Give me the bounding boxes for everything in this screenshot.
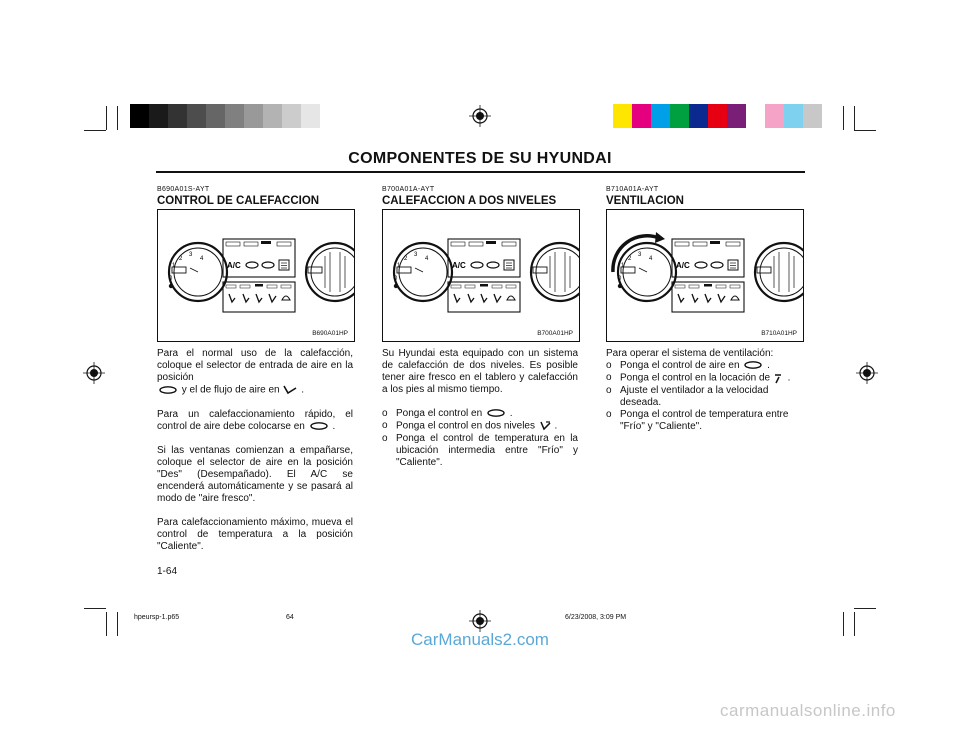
registration-mark-icon [856, 362, 878, 384]
dial-label: 3 [189, 252, 193, 258]
color-swatch [130, 104, 149, 128]
color-swatch [632, 104, 651, 128]
color-swatch [708, 104, 727, 128]
footer-file: hpeursp-1.p65 [134, 614, 180, 621]
color-swatch [168, 104, 187, 128]
paragraph: Si las ventanas comienzan a empañarse, coloque el selector de aire en la posición "Des" (Desempañado). El A/C se encenderá automáticamente y se pasará al modo de "aire fresco". [157, 444, 353, 504]
grayscale-color-bar [130, 104, 339, 128]
dial-label: 2 [628, 256, 632, 262]
figure-code: B690A01HP [312, 330, 348, 337]
color-swatch [206, 104, 225, 128]
recirculation-icon [157, 385, 179, 395]
list-item: o Ponga el control en . [382, 408, 513, 419]
recirculation-icon [742, 360, 764, 370]
color-swatch [282, 104, 301, 128]
bilevel-control-figure [382, 209, 580, 342]
registration-mark-icon [469, 610, 491, 632]
ac-label: A/C [452, 261, 466, 270]
dial-label: 4 [200, 256, 204, 262]
list-item: o Ponga el control de temperatura en la ubicación intermedia entre "Frío" y "Caliente". [382, 432, 578, 468]
dial-label: 2 [179, 256, 183, 262]
dial-label: 0 [394, 276, 398, 282]
dial-label: 3 [414, 252, 418, 258]
color-swatch [149, 104, 168, 128]
ac-label: A/C [676, 261, 690, 270]
vent-mode-icon [773, 372, 785, 384]
section-title-calefaccion: CONTROL DE CALEFACCION [157, 195, 320, 207]
section-title-ventilacion: VENTILACION [606, 195, 684, 207]
color-swatch [651, 104, 670, 128]
process-color-bar [613, 104, 822, 128]
section-body [606, 348, 802, 433]
paragraph: Para un calefaccionamiento rápido, el control de aire debe colocarse en . [157, 408, 353, 432]
dial-label: 1 [397, 263, 401, 269]
color-swatch [689, 104, 708, 128]
color-swatch [263, 104, 282, 128]
dial-label: 2 [404, 256, 408, 262]
list-item: o Ponga el control en la locación de . [606, 372, 791, 384]
heater-control-figure [157, 209, 355, 342]
section-title-dos-niveles: CALEFACCION A DOS NIVELES [382, 195, 557, 207]
dial-label: 0 [169, 276, 173, 282]
ventilation-control-figure [606, 209, 804, 342]
registration-mark-icon [469, 105, 491, 127]
title-rule [156, 171, 805, 173]
paragraph: Para operar el sistema de ventilación: [606, 348, 774, 359]
color-swatch [784, 104, 803, 128]
list-item: o Ponga el control de aire en . [606, 360, 770, 371]
section-code: B690A01S-AYT [157, 186, 210, 193]
footer-date: 6/23/2008, 3:09 PM [565, 614, 627, 621]
dial-label: 1 [621, 263, 625, 269]
section-body [382, 348, 578, 469]
color-swatch [670, 104, 689, 128]
section-body [157, 348, 353, 565]
color-swatch [613, 104, 632, 128]
recirculation-icon [308, 421, 330, 431]
page-number: 1-64 [157, 566, 178, 577]
paragraph: Para calefaccionamiento máximo, mueva el control de temperatura a la posición "Caliente". [157, 516, 353, 552]
section-code: B710A01A-AYT [606, 186, 659, 193]
floor-mode-icon [282, 384, 298, 396]
dial-label: 4 [425, 256, 429, 262]
list-item: o Ajuste el ventilador a la velocidad deseada. [606, 384, 769, 408]
dial-label: 4 [649, 256, 653, 262]
registration-mark-icon [83, 362, 105, 384]
section-code: B700A01A-AYT [382, 186, 435, 193]
figure-code: B710A01HP [761, 330, 797, 337]
bilevel-mode-icon [538, 420, 552, 432]
list-item: o Ponga el control en dos niveles . [382, 420, 558, 432]
recirculation-icon [485, 408, 507, 418]
color-swatch [320, 104, 339, 128]
dial-label: 1 [172, 263, 176, 269]
dial-label: 3 [638, 252, 642, 258]
page-title: COMPONENTES DE SU HYUNDAI [348, 150, 612, 167]
color-swatch [765, 104, 784, 128]
color-swatch [187, 104, 206, 128]
paragraph: Para el normal uso de la calefacción, coloque el selector de entrada de aire en la posición y el de flujo de aire en . [157, 348, 353, 396]
color-swatch [301, 104, 320, 128]
color-swatch [225, 104, 244, 128]
dial-label: 0 [618, 276, 622, 282]
list-item: o Ponga el control de temperatura entre "Frío" y "Caliente". [606, 408, 789, 432]
watermark-carmanualsonline[interactable]: carmanualsonline.info [720, 701, 896, 720]
paragraph: Su Hyundai esta equipado con un sistema de calefacción de dos niveles. Es posible tener aire fresco en el tablero y calefacción a los pies al mismo tiempo. [382, 348, 578, 395]
footer-sheet: 64 [286, 614, 294, 621]
color-swatch [727, 104, 746, 128]
color-swatch [803, 104, 822, 128]
figure-code: B700A01HP [537, 330, 573, 337]
ac-label: A/C [227, 261, 241, 270]
color-swatch [746, 104, 765, 128]
watermark-carmanuals2[interactable]: CarManuals2.com [411, 630, 549, 649]
color-swatch [244, 104, 263, 128]
